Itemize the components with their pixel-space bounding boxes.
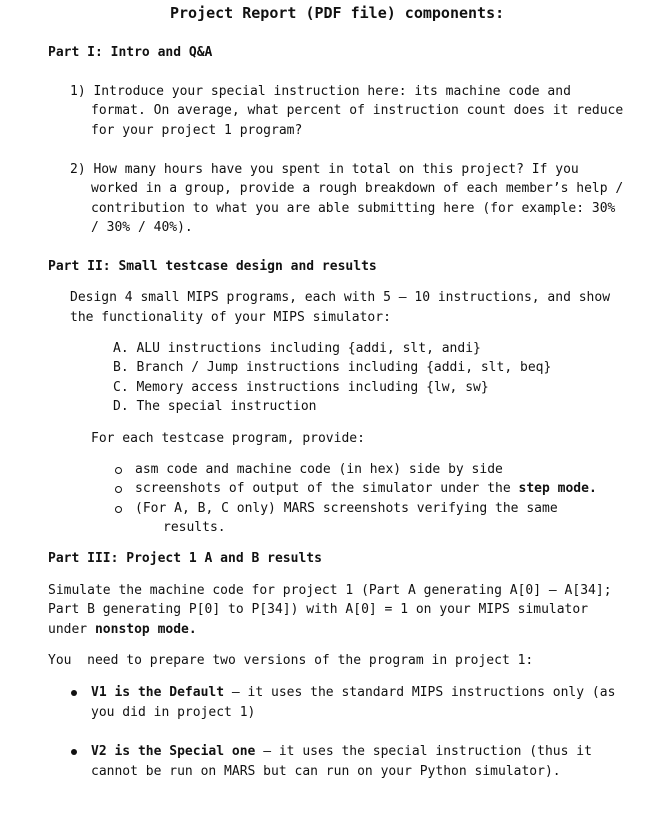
dot-bullet-icon bbox=[71, 690, 77, 696]
dot-bullet-icon bbox=[71, 749, 77, 755]
v1-line-1 bbox=[91, 685, 615, 701]
q2-line-4: / 30% / 40%). bbox=[91, 220, 193, 235]
bullet-screenshots-text: screenshots of output of the simulator under the bbox=[135, 481, 519, 496]
part3-heading: Part III: Project 1 A and B results bbox=[48, 551, 322, 566]
q1-line-3: for your project 1 program? bbox=[91, 123, 303, 138]
v2-text: – it uses the special instruction (thus it bbox=[255, 744, 592, 759]
q1-line-1: 1) Introduce your special instruction here: its machine code and bbox=[70, 84, 571, 99]
part3-para-3-text: under bbox=[48, 622, 95, 637]
provide-text: For each testcase program, provide: bbox=[91, 431, 365, 446]
v2-line-2: cannot be run on MARS but can run on your Python simulator). bbox=[91, 764, 561, 779]
list-item-d: D. The special instruction bbox=[113, 399, 317, 414]
list-item-c: C. Memory access instructions including {lw, sw} bbox=[113, 380, 489, 395]
v1-text: – it uses the standard MIPS instructions only (as bbox=[224, 685, 616, 700]
circle-bullet-icon bbox=[115, 506, 122, 513]
step-mode-text: step mode. bbox=[518, 481, 597, 496]
v2-label: V2 is the Special one bbox=[91, 744, 256, 759]
list-item-b: B. Branch / Jump instructions including {addi, slt, beq} bbox=[113, 360, 552, 375]
circle-bullet-icon bbox=[115, 486, 122, 493]
part2-heading: Part II: Small testcase design and results bbox=[48, 259, 377, 274]
page-title: Project Report (PDF file) components: bbox=[170, 4, 505, 22]
list-item-a: A. ALU instructions including {addi, slt, andi} bbox=[113, 341, 481, 356]
part3-para-2: Part B generating P[0] to P[34]) with A[0] = 1 on your MIPS simulator bbox=[48, 602, 589, 617]
v1-label: V1 is the Default bbox=[91, 685, 225, 700]
q2-line-1: 2) How many hours have you spent in total on this project? If you bbox=[70, 162, 579, 177]
part2-intro-1: Design 4 small MIPS programs, each with 5 – 10 instructions, and show bbox=[70, 290, 611, 305]
part3-para-3 bbox=[48, 622, 197, 638]
bullet-mars-1: (For A, B, C only) MARS screenshots verifying the same bbox=[135, 501, 558, 516]
part1-heading: Part I: Intro and Q&A bbox=[48, 45, 213, 60]
bullet-screenshots bbox=[135, 481, 597, 497]
circle-bullet-icon bbox=[115, 467, 122, 474]
bullet-asm: asm code and machine code (in hex) side by side bbox=[135, 462, 503, 477]
nonstop-mode-text: nonstop mode. bbox=[94, 622, 197, 637]
v2-line-1 bbox=[91, 744, 592, 760]
v1-line-2: you did in project 1) bbox=[91, 705, 256, 720]
q2-line-3: contribution to what you are able submitting here (for example: 30% bbox=[91, 201, 616, 216]
q2-line-2: worked in a group, provide a rough breakdown of each member’s help / bbox=[91, 181, 624, 196]
part3-para-1: Simulate the machine code for project 1 (Part A generating A[0] – A[34]; bbox=[48, 583, 612, 598]
bullet-mars-2: results. bbox=[163, 520, 226, 535]
part3-para-4: You need to prepare two versions of the program in project 1: bbox=[48, 653, 534, 668]
q1-line-2: format. On average, what percent of instruction count does it reduce bbox=[91, 103, 624, 118]
part2-intro-2: the functionality of your MIPS simulator: bbox=[70, 310, 391, 325]
